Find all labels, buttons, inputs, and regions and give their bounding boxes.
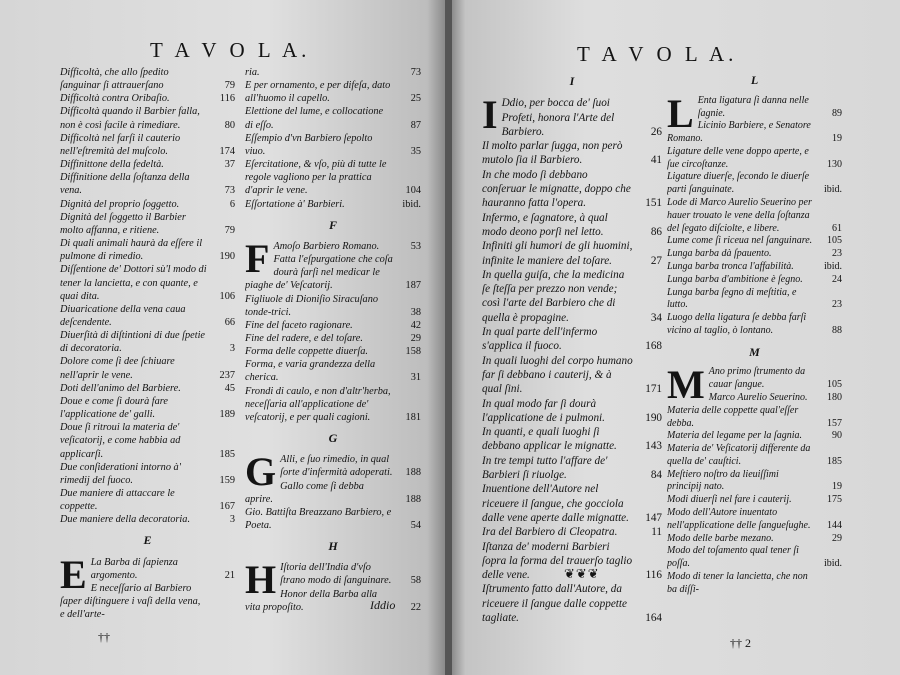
entry-page-number: 73 (224, 185, 235, 197)
entry-page-number: 19 (832, 133, 842, 145)
entry-text: Modo di tener la lancietta, che non ba diſſi- (667, 570, 808, 595)
entry-page-number: 80 (224, 119, 235, 131)
book-gutter (445, 0, 452, 675)
section-letter: F (328, 217, 337, 232)
entry-text: Lume come ſi riceua nel ſanguinare. (667, 235, 813, 247)
entry-text: Ira del Barbiero di Cleopatra. (482, 526, 618, 539)
entry-text: In qual parte dell'infermo s'applica il fuoco. (482, 326, 598, 353)
drop-cap: H (245, 561, 277, 603)
entry-text: Di quali animali haurà da eſſere il pulmone di rimedio. (60, 238, 203, 263)
drop-cap: L (667, 94, 694, 136)
entry-page-number: 174 (219, 145, 235, 157)
entry-page-number: 53 (410, 240, 421, 252)
entry-text: Diffinittone della fedeltà. (60, 159, 164, 171)
entry-text: Lunga barba d'ambitione è ſegno. (667, 273, 803, 285)
entry-page-number: 190 (219, 251, 235, 263)
entry-text: Doue ſi ritroui la materia de' veſicatorij, e come habbia ad applicarſi. (60, 422, 181, 460)
entry-page-number: 167 (219, 501, 235, 513)
section-letter: M (749, 344, 760, 359)
entry-text: In che modo ſi debbano conſeruar le mignatte, doppo che hauranno fatta l'opera. (482, 168, 631, 210)
entry-text: Gallo come ſi debba aprire. (245, 480, 364, 505)
entry-text: Il molto parlar ſugga, non però mutolo ſia il Barbiero. (482, 140, 623, 167)
index-entry (667, 287, 842, 313)
index-entry (245, 132, 421, 158)
index-entry (60, 171, 235, 197)
index-entry (245, 332, 421, 345)
drop-cap: G (245, 453, 277, 495)
entry-page-number: 21 (224, 569, 235, 581)
entry-page-number: 116 (645, 569, 662, 582)
drop-cap: M (667, 366, 705, 408)
index-entry (245, 453, 421, 479)
index-entry (667, 312, 842, 338)
index-entry (667, 430, 842, 443)
entry-page-number: 144 (827, 519, 842, 531)
entry-page-number: 188 (405, 493, 421, 505)
index-entry (60, 92, 235, 105)
index-entry (667, 235, 842, 248)
index-entry (667, 443, 842, 469)
drop-cap: E (60, 555, 87, 597)
entry-page-number: 185 (827, 455, 842, 467)
entry-page-number: 22 (410, 601, 421, 613)
entry-text: In quali luoghi del corpo humano far ſi debbano i cauterij, & à qual ſini. (482, 354, 633, 396)
entry-page-number: 73 (410, 67, 421, 78)
entry-page-number: ibid. (402, 198, 421, 210)
section-block (245, 453, 421, 532)
entry-page-number: 181 (405, 411, 421, 423)
entry-page-number: 3 (229, 514, 235, 526)
index-entry (60, 487, 235, 513)
index-entry (60, 461, 235, 487)
index-entry (667, 248, 842, 261)
entry-page-number: 168 (645, 340, 662, 353)
entry-text: Materia del legame per la ſagnia. (667, 430, 802, 442)
index-entry (60, 237, 235, 263)
entry-text: Doue e come ſi dourà fare l'applicatione de' galli. (60, 395, 168, 421)
entry-page-number: 58 (410, 575, 421, 587)
entry-text: Materia de' Veſicatorij differente da quella de' cauſtici. (667, 443, 811, 467)
drop-cap: I (482, 96, 498, 138)
entry-page-number: 29 (832, 532, 842, 544)
entry-page-number: 164 (645, 611, 662, 624)
index-entry (245, 319, 421, 332)
section-block (60, 556, 235, 622)
entry-text: Licinio Barbiere, e Senatore Romano. (667, 120, 811, 145)
entry-page-number: 45 (224, 382, 235, 394)
entry-text: Modi diuerſi nel fare i cauterij. (667, 494, 792, 506)
section-block (245, 240, 421, 424)
index-entry (482, 168, 662, 211)
index-entry (667, 405, 842, 431)
index-entry (667, 197, 842, 235)
index-entry (482, 211, 662, 240)
index-entry (245, 385, 421, 424)
entry-text: Amoſo Barbiero Romano. (273, 240, 380, 252)
entry-page-number: 237 (219, 369, 235, 381)
entry-page-number: 105 (827, 379, 842, 391)
entry-text: Enta ligatura ſi danna nelle ſagnie. (697, 94, 809, 119)
entry-page-number: 35 (410, 145, 421, 157)
index-entry (667, 571, 842, 597)
entry-page-number: 105 (827, 235, 842, 247)
entry-page-number: 23 (832, 299, 842, 311)
entry-text: Inuentione dell'Autore nel riceuere il ſangue, che gocciola dalle vene aperte dalle mignatte. (482, 483, 629, 524)
entry-text: In tre tempi tutto l'affare de' Barbieri ſi riuolge. (482, 454, 608, 482)
entry-text: Diuerſità di diſtintioni di due ſpetie di decoratoria. (60, 330, 206, 355)
entry-page-number: 130 (827, 158, 842, 170)
index-entry (60, 582, 235, 621)
entry-text: Modo del toſamento qual tener ſi poſſa. (667, 545, 799, 570)
entry-page-number: ibid. (823, 184, 842, 196)
entry-page-number: 159 (219, 474, 235, 486)
entry-page-number: 26 (650, 125, 662, 138)
entry-page-number: 187 (405, 280, 421, 292)
entry-text: Iſtrumento fatto dall'Autore, da riceuere il ſangue dalle coppette tagliate. (482, 583, 627, 624)
entry-text: Materia delle coppette qual'eſſer debba. (667, 404, 799, 429)
entry-page-number: 88 (832, 324, 842, 336)
index-entry (482, 397, 662, 426)
entry-text: Marco Aurelio Seuerino. (708, 391, 808, 403)
entry-page-number: 190 (645, 411, 662, 424)
entry-text: Elettione del lume, e collocatione di eſſo. (245, 106, 384, 131)
entry-text: Infermo, e ſagnatore, à qual modo deono porſi nel letto. (482, 211, 608, 238)
section-block (667, 366, 842, 596)
entry-page-number: 106 (219, 290, 235, 302)
entry-text: Honor della Barba alla vita propoſito. (245, 588, 378, 613)
index-entry (60, 66, 235, 92)
index-entry (482, 239, 662, 268)
entry-page-number: 61 (832, 222, 842, 234)
index-entry (60, 303, 235, 329)
entry-page-number: 27 (650, 254, 662, 267)
index-entry (667, 95, 842, 121)
index-entry (667, 469, 842, 495)
entry-text: Difficoltà contra Oribaſio. (60, 93, 170, 105)
entry-text: Dignità del proprio ſoggetto. (60, 198, 180, 210)
entry-page-number: 158 (405, 346, 421, 358)
index-entry (60, 263, 235, 302)
entry-text: Iſtoria dell'India d'vſo ſtrano modo di ſanguinare. (280, 562, 392, 587)
entry-text: Figliuole di Dioniſio Siracuſano tonde-trici. (245, 293, 378, 318)
index-entry (245, 293, 421, 319)
index-entry (60, 132, 235, 158)
entry-text: Lunga barba tronca l'affabilità. (667, 260, 794, 272)
index-entry (245, 240, 421, 253)
entry-text: Fine del radere, e del toſare. (245, 332, 363, 344)
entry-text: Diuaricatione della vena caua deſcendente. (60, 303, 186, 328)
index-entry (667, 274, 842, 287)
index-entry (482, 525, 662, 539)
entry-page-number: 157 (827, 417, 842, 429)
entry-page-number: 104 (405, 185, 421, 197)
entry-text: Modo delle barbe mezano. (667, 532, 774, 544)
entry-page-number: 180 (827, 391, 842, 403)
page-title: T A V O L A. (150, 38, 311, 62)
index-entry (60, 513, 235, 526)
entry-page-number: 84 (650, 469, 662, 482)
entry-page-number: 41 (650, 154, 662, 167)
entry-page-number: 185 (219, 448, 235, 460)
entry-text: In quella guiſa, che la medicina ſe ſteſſa per prezzo non vende; così l'arte del Barbiero che di quella è propagine. (482, 268, 625, 324)
index-entry (667, 494, 842, 507)
index-entry (667, 507, 842, 533)
index-entry (60, 382, 235, 395)
entry-text: Eſſortatione à' Barbieri. (245, 198, 345, 210)
entry-text: Doti dell'animo del Barbiere. (60, 382, 181, 394)
entry-text: Diffinitione della ſoſtanza della vena. (60, 172, 190, 197)
index-column-left-2 (245, 66, 421, 614)
catchword: Iddio (370, 598, 396, 612)
entry-text: Meſtiero noſtro da lieuiſſimi principij nato. (667, 468, 779, 493)
section-letter: H (328, 539, 338, 554)
entry-text: Lunga barba dà ſpauento. (667, 248, 772, 260)
index-entry (60, 329, 235, 355)
index-entry (667, 533, 842, 546)
index-entry (60, 105, 235, 131)
entry-page-number: 79 (224, 224, 235, 236)
section-letter: I (569, 74, 575, 88)
entry-page-number: 38 (410, 306, 421, 318)
entry-text: Ano primo ſtrumento da cauar ſangue. (708, 366, 806, 391)
signature-mark: †† 2 (730, 636, 751, 650)
drop-cap: F (245, 239, 270, 281)
entry-page-number: 89 (832, 107, 842, 119)
entry-text: Iſtanza de' moderni Barbieri ſopra la forma del trauerſo taglio delle vene. (482, 540, 633, 582)
entry-text: Due conſiderationi intorno à' rimedij del fuoco. (60, 461, 181, 486)
entry-page-number: ibid. (823, 260, 842, 272)
entry-page-number: ibid. (823, 558, 842, 570)
index-entry (667, 366, 842, 392)
index-entry (60, 158, 235, 171)
index-entry (245, 66, 421, 79)
entry-page-number: 29 (410, 332, 421, 344)
index-entry (482, 325, 662, 354)
index-entry (245, 198, 421, 211)
entry-text: Fine del faceto ragionare. (245, 319, 353, 331)
entry-page-number: 90 (832, 430, 842, 442)
entry-text: Eſſempio d'vn Barbiero ſepolto viuo. (245, 132, 373, 157)
index-entry (60, 556, 235, 582)
entry-page-number: 6 (229, 198, 235, 210)
entry-text: Ddio, per bocca de' ſuoi Profeti, honora l'Arte del Barbiero. (501, 97, 615, 138)
index-entry (667, 171, 842, 197)
entry-page-number: 19 (832, 481, 842, 493)
entry-page-number: 87 (410, 119, 421, 131)
entry-page-number: 11 (651, 526, 662, 539)
entry-text: Forma, e varia grandezza della cherica. (245, 359, 376, 384)
left-page (0, 0, 445, 675)
entry-page-number: 86 (650, 225, 662, 238)
entry-text: Difficoltà nel farſi il cauterio nell'eſtremità del muſcolo. (60, 132, 181, 157)
entry-text: Diſſentione de' Dottori sù'l modo di tener la lancietta, e con quante, e quai dita. (60, 264, 207, 302)
entry-text: Infiniti gli humori de gli huomini, infinite le maniere del toſare. (482, 240, 633, 267)
section-letter: G (328, 431, 338, 446)
index-entry (482, 582, 662, 625)
entry-page-number: 79 (224, 80, 235, 92)
entry-page-number: 66 (224, 316, 235, 328)
index-entry (60, 395, 235, 421)
entry-text: In qual modo far ſi dourà l'applicatione de i pulmoni. (482, 397, 605, 424)
index-entry (482, 96, 662, 139)
entry-text: Difficoltà, che allo ſpedito ſanguinar ſi attrauerſano (60, 67, 169, 92)
entry-page-number: 188 (405, 467, 421, 479)
entry-text: Difficoltà quando il Barbier falla, non è così facile à rimediare. (60, 106, 200, 131)
entry-page-number: 151 (645, 197, 662, 210)
entry-text: Lode di Marco Aurelio Seuerino per hauer trouato le vene della ſoſtanza del ſegato diſciolte, e libere. (667, 197, 812, 234)
section-block (667, 95, 842, 338)
ornament-icon: ❦❦❦ (564, 567, 600, 582)
entry-text: Due maniere di attaccare le coppette. (60, 488, 175, 513)
entry-page-number: 143 (645, 440, 662, 453)
index-entry (245, 358, 421, 384)
entry-page-number: 189 (219, 409, 235, 421)
index-entry (667, 146, 842, 172)
index-entry (482, 482, 662, 525)
entry-page-number: 37 (224, 159, 235, 171)
entry-page-number: 171 (645, 383, 662, 396)
index-entry (60, 421, 235, 460)
entry-text: Eſercitatione, & vſo, più di tutte le regole vagliono per la prattica d'aprir le vene. (245, 159, 387, 197)
signature-mark: †† (98, 630, 110, 644)
entry-page-number: 24 (832, 273, 842, 285)
index-column-right-1 (482, 66, 662, 625)
entry-text: E neceſſario al Barbiero ſaper diſtinguere i vaſi della vena, e dell'arte- (60, 582, 201, 621)
entry-page-number: 3 (229, 343, 235, 355)
entry-page-number: 25 (410, 93, 421, 105)
entry-text: In quanti, e quali luoghi ſi debbano applicar le mignatte. (482, 426, 617, 453)
index-entry (60, 355, 235, 381)
section-letter: E (143, 533, 152, 548)
index-entry (482, 425, 662, 454)
entry-text: Due maniere della decoratoria. (60, 514, 191, 526)
entry-page-number: 116 (219, 93, 235, 105)
index-entry (245, 506, 421, 532)
index-entry (245, 158, 421, 197)
entry-text: Ligature delle vene doppo aperte, e ſue circoſtanze. (667, 145, 809, 170)
index-entry (245, 561, 421, 587)
entry-text: Ligature diuerſe, ſecondo le diuerſe parti ſanguinate. (667, 171, 810, 196)
entry-text: Modo dell'Autore inuentato nell'applicatione delle ſangueſughe. (667, 507, 811, 531)
entry-page-number: 54 (410, 520, 421, 531)
section-block (482, 96, 662, 625)
entry-text: Forma delle coppette diuerſa. (245, 346, 368, 358)
entry-text: Lunga barba ſegno di meſtitia, e lutto. (667, 286, 797, 311)
entry-text: ria. (245, 67, 260, 78)
page-title: T A V O L A. (577, 42, 738, 66)
entry-page-number: 42 (410, 319, 421, 331)
index-entry (245, 480, 421, 506)
entry-text: Fatta l'eſpurgatione che coſa dourà farſi nel medicar le piaghe de' Veſcatorij. (245, 254, 393, 292)
entry-text: Gio. Battiſta Breazzano Barbiero, e Poeta. (245, 506, 392, 531)
index-entry (245, 105, 421, 131)
entry-page-number: 34 (650, 311, 662, 324)
right-page (452, 0, 900, 675)
entry-page-number: 31 (410, 372, 421, 384)
entry-page-number: 175 (827, 494, 842, 506)
index-entry (667, 545, 842, 571)
entry-text: La Barba di ſapienza argomento. (90, 556, 178, 581)
index-entry (482, 354, 662, 397)
index-entry (245, 79, 421, 105)
entry-text: Dignità del ſoggetto il Barbier molto affanna, e ritiene. (60, 211, 186, 236)
entry-text: Luogo della ligatura ſe debba farſi vicino al taglio, ò lontano. (667, 312, 807, 336)
index-entry (667, 392, 842, 405)
entry-page-number: 23 (832, 248, 842, 260)
index-entry (482, 268, 662, 325)
index-column-right-2 (667, 66, 842, 596)
index-entry (482, 139, 662, 168)
index-entry (667, 120, 842, 146)
index-entry (60, 198, 235, 211)
index-entry (482, 454, 662, 483)
index-entry (60, 211, 235, 237)
entry-page-number: 147 (645, 511, 662, 524)
entry-text: Frondi di caulo, e non d'altr'herba, neceſſaria all'applicatione de' veſcatorij, e per quali cagioni. (245, 385, 391, 423)
entry-text: Alli, e ſuo rimedio, in qual ſorte d'infermità adoperati. (280, 454, 393, 479)
entry-text: Dolore come ſi dee ſchiuare nell'aprir le vene. (60, 356, 175, 381)
section-letter: L (750, 73, 759, 87)
index-entry (245, 253, 421, 292)
index-entry (245, 345, 421, 358)
index-entry (667, 261, 842, 274)
entry-text: E per ornamento, e per difeſa, dato all'huomo il capello. (245, 80, 391, 105)
index-column-left-1 (60, 66, 235, 621)
